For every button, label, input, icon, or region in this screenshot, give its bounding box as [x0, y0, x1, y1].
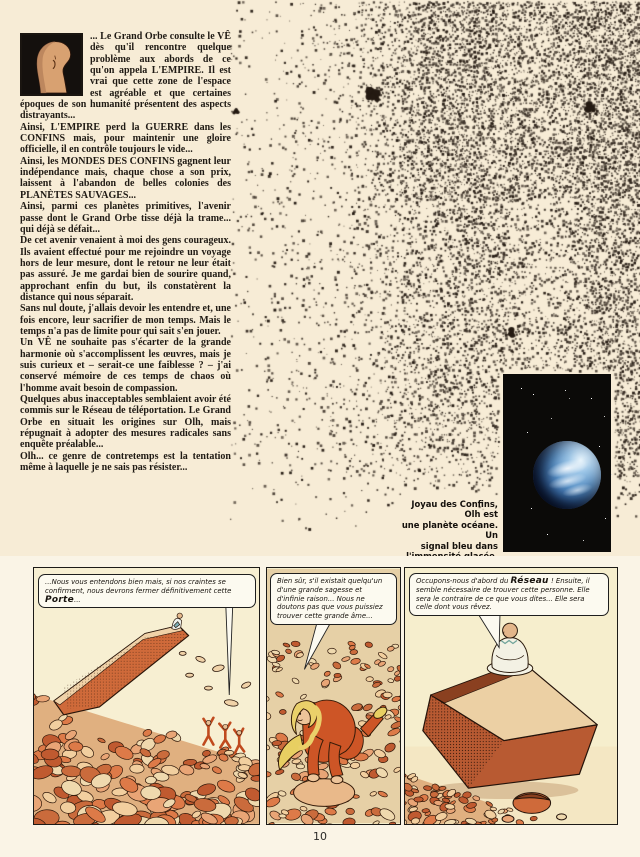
caption-line: Joyau des Confins, Olh est — [411, 499, 498, 520]
bubble-text: ! Ensuite, il semble nécessaire de trouver cette personne. Elle sera le contraire de ce que vous dites... Elle sera celle dont vous rêvez. — [416, 577, 590, 612]
bubble-text: ... — [74, 595, 81, 604]
profile-head-illustration — [20, 33, 83, 96]
caption-line: signal bleu dans — [420, 540, 498, 551]
narration-paragraph: Sans nul doute, j'allais devoir les entendre et, une fois encore, leur sacrifier de mon temps. Mais le temps n'a pas de limite pour qui sait s'en jouer. — [20, 303, 231, 337]
comic-panel-2 — [266, 567, 401, 825]
narration-paragraph: De cet avenir venaient à moi des gens courageux. Ils avaient effectué pour me rejoindre un voyage hors de leur mesure, dont le retour ne leur était pas assuré. Je me gardai bien de sourire quand, approchant enfin du but, ils constatèrent la distance qui nous séparait. — [20, 235, 231, 303]
narration-paragraph: Ainsi, L'EMPIRE perd la GUERRE dans les CONFINS mais, pour maintenir une gloire officielle, il en contrôle toujours le vide... — [20, 121, 231, 156]
narration-paragraph: Olh... ce genre de contretemps est la tentation même à laquelle je ne sais pas résister... — [20, 450, 231, 474]
narration-paragraph: Un VÊ ne souhaite pas s'écarter de la grande harmonie où s'accomplissent les œuvres, mais je suis curieux et – serait-ce une faiblesse ? – j'ai conservé mémoire de ces temps de chaos où l'homme avait besoin de compassion. — [20, 337, 231, 394]
bubble-text: ...Nous vous entendons bien mais, si nos craintes se confirment, nous devrons fermer définitivement cette — [45, 578, 232, 595]
bubble-text: Bien sûr, s'il existait quelqu'un d'une grande sagesse et d'infinie raison... Nous ne doutons pas que vous puissiez trouver cette grande âme... — [277, 577, 383, 621]
bubble-text: Occupons-nous d'abord du — [416, 577, 511, 585]
narration-paragraph: ... Le Grand Orbe consulte le VÊ dès qu'il rencontre quelque problème aux abords de ce qu'on appela L'EMPIRE. Il est vrai que cette zone de l'espace est agréable et que certaines époques de son humanité présentent des aspects distrayants... — [20, 31, 231, 122]
bubble-bold-word: Porte — [45, 594, 75, 605]
speech-bubble-3 — [409, 573, 609, 616]
narration-paragraph: Ainsi, parmi ces planètes primitives, l'avenir passe dont le Grand Orbe tisse déjà la trame... qui déjà se défait... — [20, 201, 231, 235]
speech-bubble-2 — [270, 573, 397, 625]
planet-photo-frame — [503, 374, 611, 552]
comic-panel-3 — [404, 567, 618, 825]
comic-panel-1 — [33, 567, 260, 825]
narration-paragraph: Ainsi, les MONDES DES CONFINS gagnent leur indépendance mais, chaque chose a son prix, laissent à l'abandon de belles colonies des PLANÈTES SAUVAGES... — [20, 155, 231, 201]
photo-caption — [398, 499, 498, 561]
caption-line: une planète océane. Un — [401, 519, 498, 541]
stars-specks — [521, 388, 522, 389]
bald-head-profile-icon — [22, 35, 81, 94]
bubble-bold-word: Réseau — [510, 576, 549, 586]
narration-column — [20, 31, 231, 473]
narration-paragraph: Quelques abus inacceptables semblaient avoir été commis sur le Réseau de téléportation. Le Grand Orbe en situait les origines sur Olh, mais répugnait à adopter des mesures radicales sans enquête préalable... — [20, 394, 231, 451]
page-number: 10 — [313, 830, 327, 843]
speech-bubble-1 — [38, 574, 256, 608]
planet-illustration — [533, 441, 601, 509]
